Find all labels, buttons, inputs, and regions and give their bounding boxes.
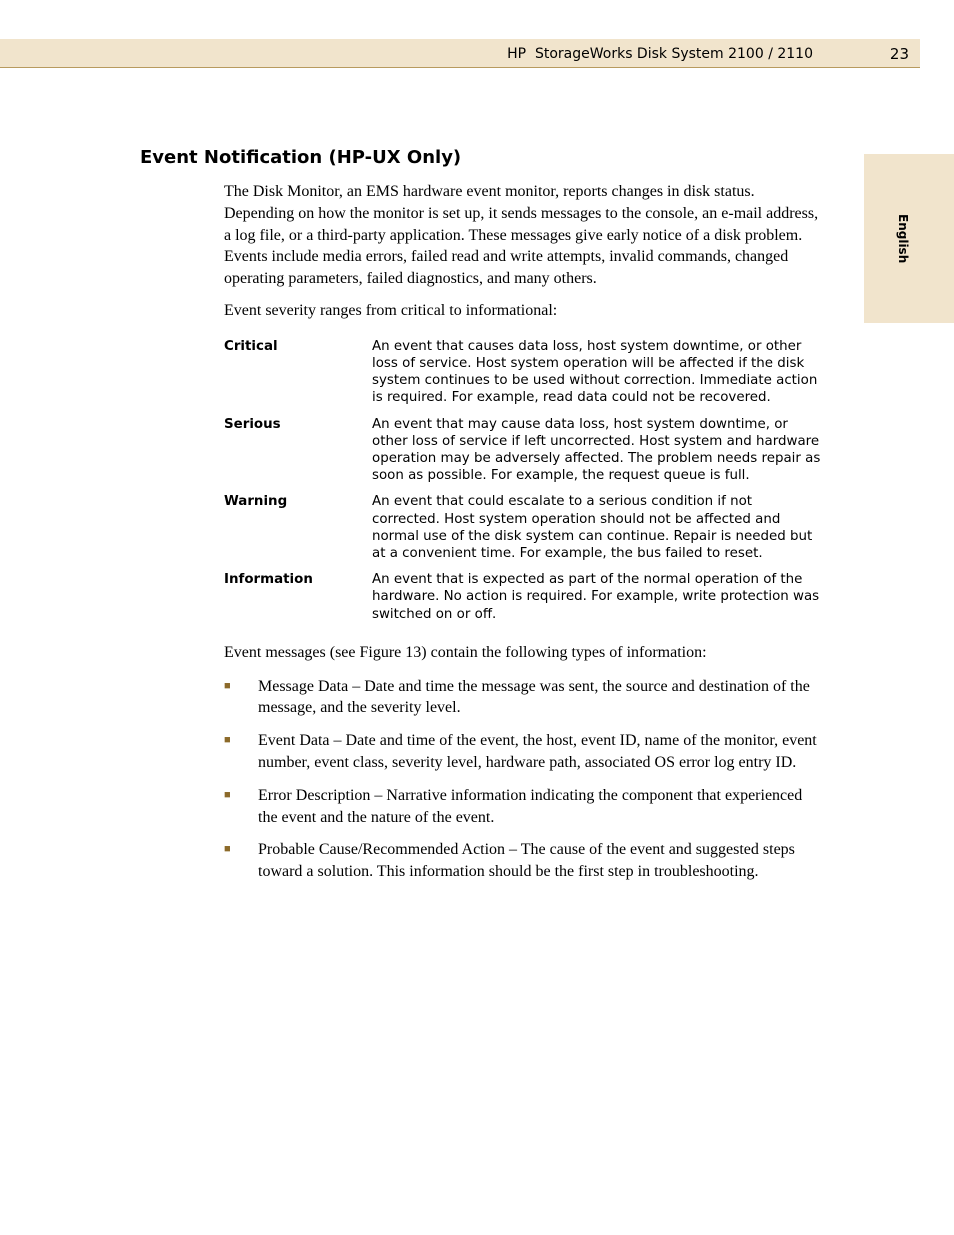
list-item — [224, 785, 824, 829]
list-item-text: Message Data – Date and time the message was sent, the source and destination of the message, and the severity level. — [258, 677, 810, 717]
section-title: Event Notification (HP-UX Only) — [140, 147, 462, 168]
list-item — [224, 676, 824, 720]
message-types-list — [224, 676, 824, 883]
language-tab-label: English — [896, 214, 910, 264]
severity-description: An event that could escalate to a serious condition if not corrected. Host system operation should not be affected and normal use of the disk system can continue. Repair is needed but at a convenient time. For example, the bus failed to reset. — [372, 494, 813, 562]
list-item-text: Event Data – Date and time of the event, the host, event ID, name of the monitor, event number, event class, severity level, hardware path, associated OS error log entry ID. — [258, 732, 817, 772]
section-body — [224, 181, 824, 894]
language-tab — [864, 154, 954, 323]
square-bullet-icon: ■ — [224, 734, 231, 747]
page-number: 23 — [889, 45, 909, 63]
list-item-text: Probable Cause/Recommended Action – The cause of the event and suggested steps toward a solution. This information should be the first step in troubleshooting. — [258, 841, 795, 881]
severity-row-warning — [224, 493, 824, 562]
severity-term: Critical — [224, 338, 278, 354]
severity-row-information — [224, 571, 824, 623]
intro-paragraph: The Disk Monitor, an EMS hardware event monitor, reports changes in disk status. Depending on how the monitor is set up, it sends messages to the console, an e-mail address, a log file, or a third-party application. These messages give early notice of a disk problem. Events include media errors, failed read and write attempts, invalid commands, changed operating parameters, failed diagnostics, and many others. — [224, 183, 819, 288]
severity-term: Serious — [224, 416, 281, 432]
list-item — [224, 839, 824, 883]
header-title: HP StorageWorks Disk System 2100 / 2110 — [507, 46, 813, 62]
severity-term: Warning — [224, 494, 288, 510]
list-item — [224, 730, 824, 774]
severity-description: An event that may cause data loss, host system downtime, or other loss of service if left uncorrected. Host system and hardware operation may be adversely affected. The problem needs repair as soon as possible. For example, the request queue is full. — [372, 416, 821, 484]
list-item-text: Error Description – Narrative information indicating the component that experienced the event and the nature of the event. — [258, 786, 803, 826]
severity-row-critical — [224, 338, 824, 407]
square-bullet-icon: ■ — [224, 788, 231, 801]
severity-description: An event that is expected as part of the normal operation of the hardware. No action is required. For example, write protection was switched on or off. — [372, 572, 820, 622]
square-bullet-icon: ■ — [224, 843, 231, 856]
severity-term: Information — [224, 572, 313, 588]
severity-list — [224, 338, 824, 623]
running-header — [0, 39, 920, 68]
messages-intro: Event messages (see Figure 13) contain the following types of information: — [224, 643, 707, 661]
severity-intro: Event severity ranges from critical to informational: — [224, 301, 558, 319]
severity-row-serious — [224, 416, 824, 485]
severity-description: An event that causes data loss, host system downtime, or other loss of service. Host system operation will be affected if the disk system continues to be used without correction. Immediate action is required. For example, read data could not be recovered. — [372, 338, 818, 406]
square-bullet-icon: ■ — [224, 679, 231, 692]
